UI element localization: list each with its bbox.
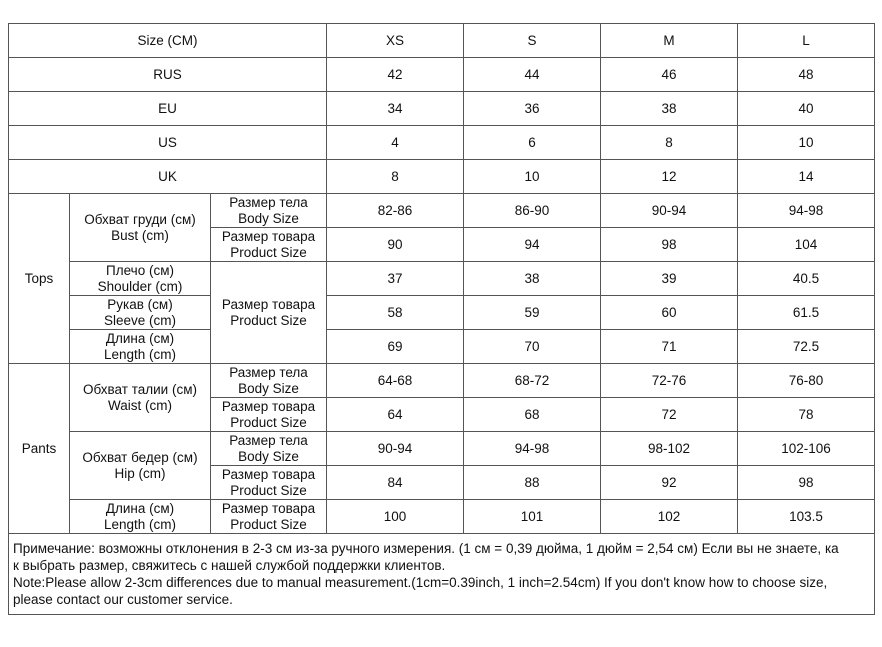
note-en-line2: please contact our customer service. — [13, 592, 233, 607]
shoulder-value: 38 — [464, 262, 601, 296]
product-size-label: Размер товара Product Size — [211, 398, 327, 432]
bust-body-value: 86-90 — [464, 194, 601, 228]
sleeve-value: 61.5 — [738, 296, 875, 330]
product-size-label: Размер товара Product Size — [211, 228, 327, 262]
bust-product-value: 94 — [464, 228, 601, 262]
us-value: 4 — [327, 126, 464, 160]
note-ru-line1: Примечание: возможны отклонения в 2-3 см из-за ручного измерения. (1 см = 0,39 дюйма, 1 дюйм = 2,54 см) Если вы не знаете, ка — [13, 541, 839, 556]
bust-product-value: 104 — [738, 228, 875, 262]
rus-value: 48 — [738, 58, 875, 92]
tops-label: Tops — [9, 194, 70, 364]
bust-body-value: 94-98 — [738, 194, 875, 228]
hip-product-value: 88 — [464, 466, 601, 500]
tops-length-value: 72.5 — [738, 330, 875, 364]
hip-product-value: 98 — [738, 466, 875, 500]
tops-bust-body-row — [9, 194, 875, 228]
bust-product-value: 98 — [601, 228, 738, 262]
hip-body-value: 94-98 — [464, 432, 601, 466]
hip-body-value: 98-102 — [601, 432, 738, 466]
waist-body-value: 68-72 — [464, 364, 601, 398]
pants-label: Pants — [9, 364, 70, 534]
bust-product-value: 90 — [327, 228, 464, 262]
tops-length-value: 71 — [601, 330, 738, 364]
hip-product-value: 84 — [327, 466, 464, 500]
uk-row — [9, 160, 875, 194]
us-row — [9, 126, 875, 160]
waist-product-value: 68 — [464, 398, 601, 432]
note-ru-line2: к выбрать размер, свяжитесь с нашей службой поддержки клиентов. — [13, 558, 446, 573]
uk-value: 12 — [601, 160, 738, 194]
size-m-header: M — [601, 24, 738, 58]
product-size-label: Размер товара Product Size — [211, 262, 327, 364]
waist-product-value: 72 — [601, 398, 738, 432]
hip-body-value: 90-94 — [327, 432, 464, 466]
shoulder-value: 39 — [601, 262, 738, 296]
shoulder-label: Плечо (см) Shoulder (cm) — [70, 262, 211, 296]
body-size-label: Размер тела Body Size — [211, 194, 327, 228]
tops-shoulder-row — [9, 262, 875, 296]
tops-length-value: 69 — [327, 330, 464, 364]
pants-length-value: 102 — [601, 500, 738, 534]
uk-value: 8 — [327, 160, 464, 194]
pants-length-value: 100 — [327, 500, 464, 534]
shoulder-value: 37 — [327, 262, 464, 296]
eu-value: 34 — [327, 92, 464, 126]
uk-value: 10 — [464, 160, 601, 194]
tops-length-row — [9, 330, 875, 364]
rus-value: 46 — [601, 58, 738, 92]
waist-label: Обхват талии (см) Waist (cm) — [70, 364, 211, 432]
tops-sleeve-row — [9, 296, 875, 330]
eu-label: EU — [9, 92, 327, 126]
us-label: US — [9, 126, 327, 160]
size-l-header: L — [738, 24, 875, 58]
eu-value: 40 — [738, 92, 875, 126]
tops-length-value: 70 — [464, 330, 601, 364]
uk-label: UK — [9, 160, 327, 194]
body-size-label: Размер тела Body Size — [211, 432, 327, 466]
size-s-header: S — [464, 24, 601, 58]
sleeve-value: 58 — [327, 296, 464, 330]
pants-hip-body-row — [9, 432, 875, 466]
rus-value: 42 — [327, 58, 464, 92]
waist-body-value: 72-76 — [601, 364, 738, 398]
size-xs-header: XS — [327, 24, 464, 58]
sleeve-label: Рукав (см) Sleeve (cm) — [70, 296, 211, 330]
pants-waist-body-row — [9, 364, 875, 398]
sleeve-value: 60 — [601, 296, 738, 330]
hip-label: Обхват бедер (см) Hip (cm) — [70, 432, 211, 500]
eu-row — [9, 92, 875, 126]
rus-value: 44 — [464, 58, 601, 92]
waist-body-value: 76-80 — [738, 364, 875, 398]
product-size-label: Размер товара Product Size — [211, 466, 327, 500]
shoulder-value: 40.5 — [738, 262, 875, 296]
us-value: 6 — [464, 126, 601, 160]
rus-row — [9, 58, 875, 92]
waist-product-value: 78 — [738, 398, 875, 432]
eu-value: 38 — [601, 92, 738, 126]
note-en-line1: Note:Please allow 2-3cm differences due to manual measurement.(1cm=0.39inch, 1 inch=2.54cm) If you don't know how to choose size, — [13, 575, 828, 590]
us-value: 8 — [601, 126, 738, 160]
product-size-label: Размер товара Product Size — [211, 500, 327, 534]
size-chart-table — [8, 23, 875, 615]
bust-body-value: 90-94 — [601, 194, 738, 228]
waist-body-value: 64-68 — [327, 364, 464, 398]
waist-product-value: 64 — [327, 398, 464, 432]
pants-length-row — [9, 500, 875, 534]
measurement-note — [9, 534, 875, 615]
bust-body-value: 82-86 — [327, 194, 464, 228]
pants-length-value: 101 — [464, 500, 601, 534]
hip-product-value: 92 — [601, 466, 738, 500]
header-row — [9, 24, 875, 58]
size-header-label: Size (CM) — [9, 24, 327, 58]
pants-length-value: 103.5 — [738, 500, 875, 534]
sleeve-value: 59 — [464, 296, 601, 330]
eu-value: 36 — [464, 92, 601, 126]
note-row — [9, 534, 875, 615]
tops-length-label: Длина (см) Length (cm) — [70, 330, 211, 364]
us-value: 10 — [738, 126, 875, 160]
body-size-label: Размер тела Body Size — [211, 364, 327, 398]
bust-label: Обхват груди (см) Bust (cm) — [70, 194, 211, 262]
pants-length-label: Длина (см) Length (cm) — [70, 500, 211, 534]
hip-body-value: 102-106 — [738, 432, 875, 466]
rus-label: RUS — [9, 58, 327, 92]
uk-value: 14 — [738, 160, 875, 194]
